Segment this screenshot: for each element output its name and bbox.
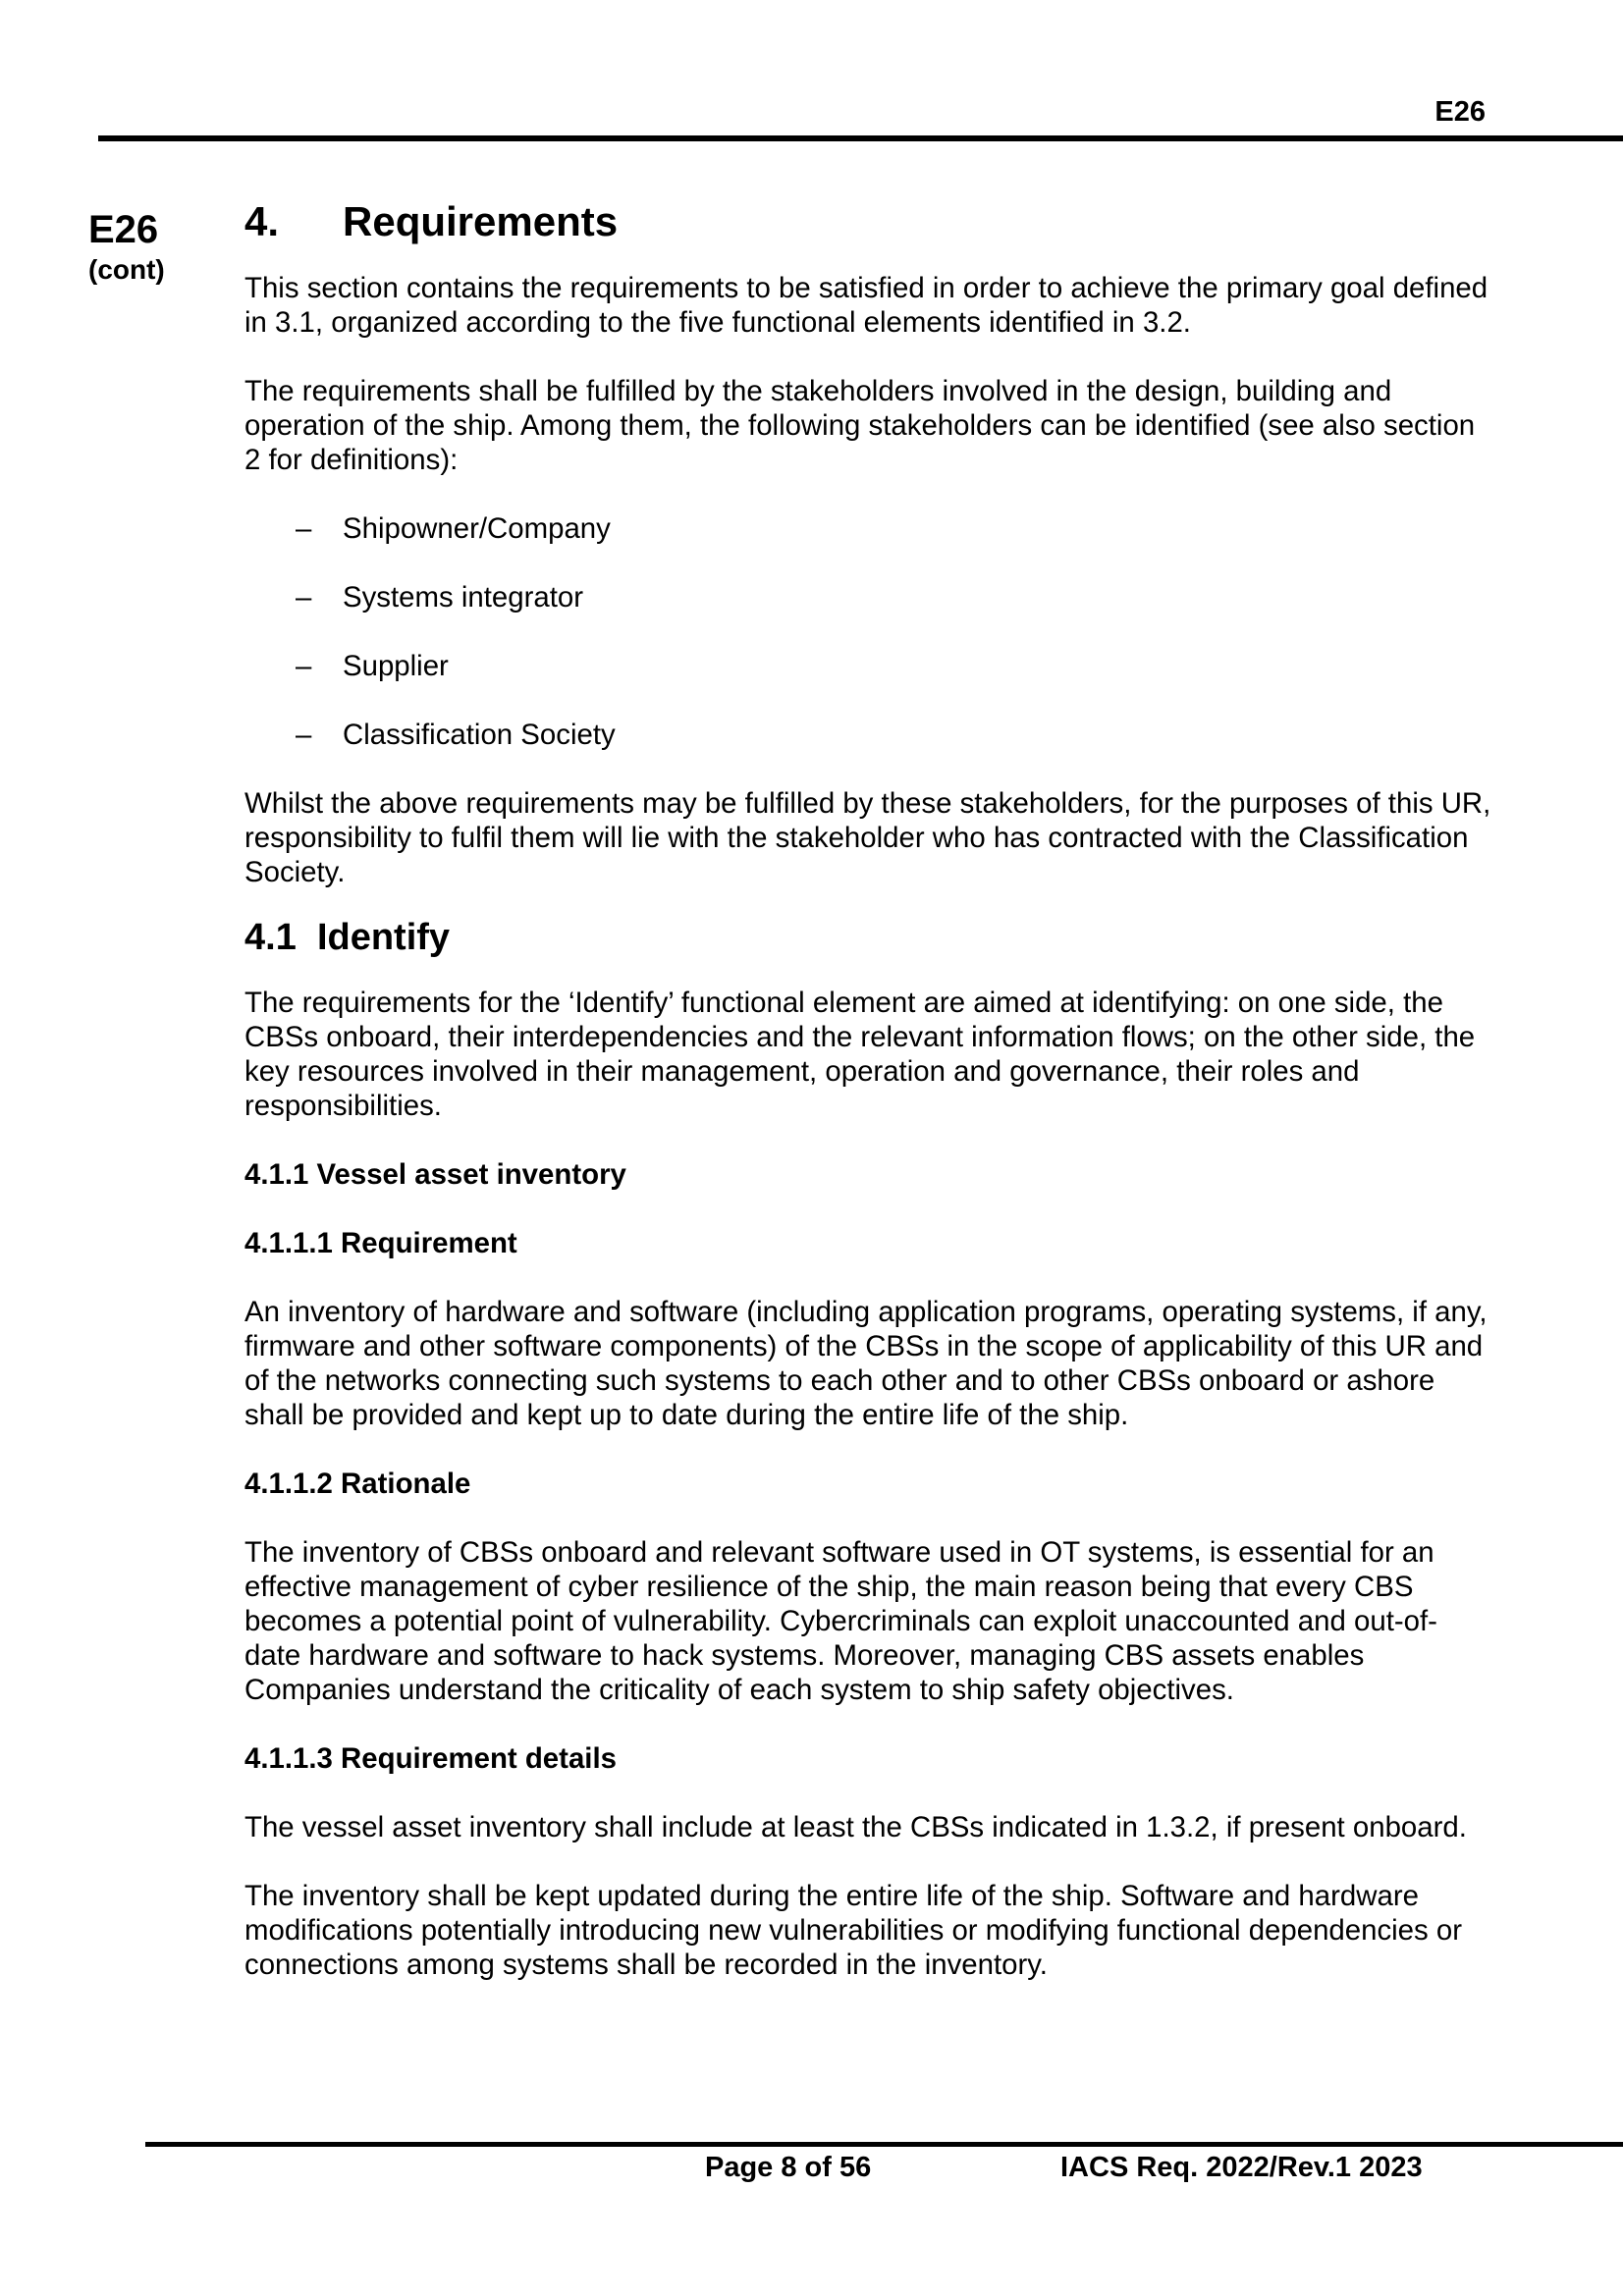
side-code: E26: [88, 208, 159, 251]
footer-rule: [145, 2142, 1623, 2147]
list-dash: –: [296, 719, 312, 751]
list-item: [244, 649, 1491, 683]
rationale-heading: 4.1.1.2 Rationale: [244, 1468, 471, 1500]
requirement-heading: 4.1.1.1 Requirement: [244, 1227, 517, 1259]
rationale-paragraph: The inventory of CBSs onboard and relevant software used in OT systems, is essential for an effective management of cyber resilience of the ship, the main reason being that every CBS becomes a potential point of vulnerability. Cybercriminals can exploit unaccounted and out-of-date hardware and software to hack systems. Moreover, managing CBS assets enables Companies understand the criticality of each system to ship safety objectives.: [244, 1536, 1437, 1706]
list-dash: –: [296, 650, 312, 682]
list-item: [244, 580, 1491, 614]
identify-heading: 4.1 Identify: [244, 917, 451, 958]
intro-paragraph-1: This section contains the requirements to be satisfied in order to achieve the primary goal defined in 3.1, organized according to the five functional elements identified in 3.2.: [244, 272, 1488, 339]
list-item-label: Classification Society: [343, 719, 616, 751]
side-label: [88, 206, 165, 287]
stakeholder-list: [244, 511, 1491, 752]
list-item: [244, 718, 1491, 752]
intro-paragraph-2: The requirements shall be fulfilled by the stakeholders involved in the design, building and operation of the ship. Among them, the following stakeholders can be identified (see also section 2 for definitions):: [244, 375, 1476, 476]
section-number: 4.: [244, 198, 280, 244]
side-cont: (cont): [88, 254, 165, 285]
list-item-label: Supplier: [343, 650, 449, 682]
list-item: [244, 511, 1491, 546]
footer-page-number: Page 8 of 56: [705, 2152, 872, 2183]
document-body: [244, 194, 1491, 1982]
list-dash: –: [296, 512, 312, 545]
footer-reference: IACS Req. 2022/Rev.1 2023: [1060, 2152, 1423, 2183]
whilst-paragraph: Whilst the above requirements may be fulfilled by these stakeholders, for the purposes of this UR, responsibility to fulfil them will lie with the stakeholder who has contracted with the Classification Society.: [244, 787, 1491, 888]
identify-paragraph: The requirements for the ‘Identify’ functional element are aimed at identifying: on one side, the CBSs onboard, their interdependencies and the relevant information flows; on the other side, the key resources involved in their management, operation and governance, their roles and responsibilities.: [244, 987, 1476, 1122]
details-paragraph-1: The vessel asset inventory shall include at least the CBSs indicated in 1.3.2, if present onboard.: [244, 1811, 1467, 1843]
details-heading: 4.1.1.3 Requirement details: [244, 1742, 617, 1775]
inventory-heading: 4.1.1 Vessel asset inventory: [244, 1158, 626, 1191]
list-dash: –: [296, 581, 312, 614]
header-rule: [98, 135, 1623, 141]
requirement-paragraph: An inventory of hardware and software (including application programs, operating systems, if any, firmware and other software components) of the CBSs in the scope of applicability of this UR and of the networks connecting such systems to each other and to other CBSs onboard or ashore shall be provided and kept up to date during the entire life of the ship.: [244, 1296, 1488, 1431]
section-heading: [244, 194, 1491, 249]
details-paragraph-2: The inventory shall be kept updated during the entire life of the ship. Software and hardware modifications potentially introducing new vulnerabilities or modifying functional dependencies or connections among systems shall be recorded in the inventory.: [244, 1880, 1463, 1981]
header-code: E26: [1434, 96, 1486, 128]
list-item-label: Systems integrator: [343, 581, 584, 614]
list-item-label: Shipowner/Company: [343, 512, 611, 545]
section-title: Requirements: [343, 198, 619, 244]
